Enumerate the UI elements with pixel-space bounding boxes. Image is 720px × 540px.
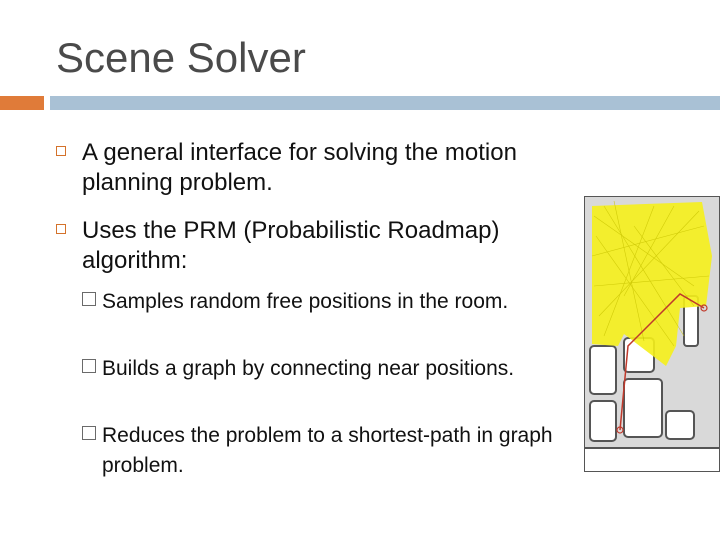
subbullet-item bbox=[82, 354, 572, 384]
subbullet-box-icon bbox=[82, 426, 96, 440]
prm-roadmap-image bbox=[584, 196, 720, 472]
title-rule bbox=[50, 96, 720, 110]
subbullet-text: Reduces the problem to a shortest-path in graph problem. bbox=[102, 424, 553, 477]
subbullet-text: Builds a graph by connecting near positions. bbox=[102, 357, 515, 380]
subbullet-box-icon bbox=[82, 292, 96, 306]
bullet-square-icon bbox=[56, 146, 66, 156]
subbullet-item bbox=[82, 287, 572, 317]
subbullet-box-icon bbox=[82, 359, 96, 373]
bullet-item bbox=[56, 216, 602, 276]
subbullet-item bbox=[82, 421, 572, 481]
bullet-item bbox=[56, 138, 602, 198]
title-rule-accent bbox=[0, 96, 44, 110]
bullet-text: A general interface for solving the motion planning problem. bbox=[82, 139, 517, 196]
subbullet-text: Samples random free positions in the room. bbox=[102, 290, 509, 313]
bullet-square-icon bbox=[56, 224, 66, 234]
slide-title: Scene Solver bbox=[56, 34, 306, 81]
bullet-text: Uses the PRM (Probabilistic Roadmap) algorithm: bbox=[82, 217, 500, 274]
